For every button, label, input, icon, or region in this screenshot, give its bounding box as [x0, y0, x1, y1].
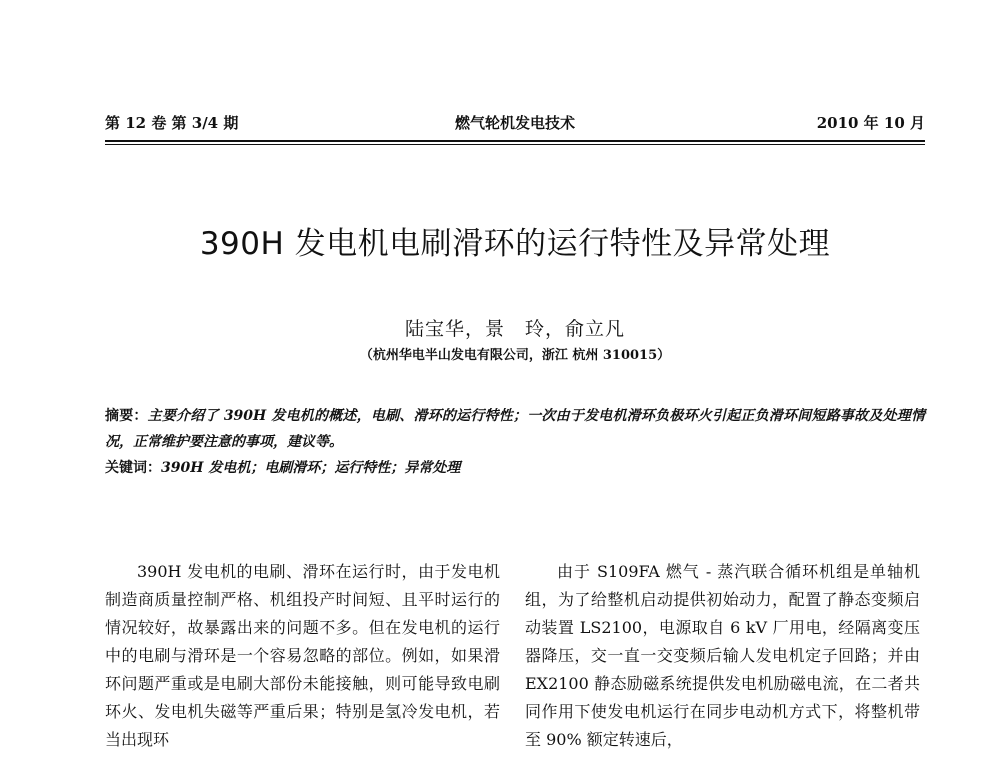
keywords — [105, 455, 925, 481]
header-rule-thick — [105, 140, 925, 142]
body-paragraph-right: 由于 S109FA 燃气 - 蒸汽联合循环机组是单轴机组，为了给整机启动提供初始动力，配置了静态变频启动装置 LS2100，电源取自 6 kV 厂用电，经隔离变压器降压，交一直一交变频后输人发电机定子回路；并由 EX2100 静态励磁系统提供发电机励磁电流，在二者共同作用下使发电机运行在同步电动机方式下，将整机带至 90% 额定转速后， — [525, 562, 920, 749]
volume-issue: 第 12 卷 第 3/4 期 — [105, 114, 239, 132]
body-column-left — [105, 558, 500, 754]
abstract-text: 主要介绍了 390H 发电机的概述，电刷、滑环的运行特性；一次由于发电机滑环负极环火引起正负滑环间短路事故及处理情况，正常维护要注意的事项，建议等。 — [105, 408, 926, 450]
running-header — [105, 112, 925, 136]
abstract — [105, 403, 925, 455]
affiliation: （杭州华电半山发电有限公司，浙江 杭州 310015） — [359, 348, 671, 363]
body-paragraph-left: 390H 发电机的电刷、滑环在运行时，由于发电机制造商质量控制严格、机组投产时间短、且平时运行的情况较好，故暴露出来的问题不多。但在发电机的运行中的电刷与滑环是一个容易忽略的部位。例如，如果滑环问题严重或是电刷大部份未能接触，则可能导致电刷环火、发电机失磁等严重后果；特别是氢冷发电机，若当出现环 — [105, 562, 500, 749]
publication-date: 2010 年 10 月 — [816, 114, 925, 132]
authors: 陆宝华，景 玲，俞立凡 — [404, 318, 625, 340]
header-rule-thin — [105, 144, 925, 145]
abstract-label: 摘要： — [105, 408, 148, 424]
body-column-right — [525, 558, 920, 754]
keywords-label: 关键词： — [105, 460, 161, 476]
paper-title: 390H 发电机电刷滑环的运行特性及异常处理 — [199, 226, 831, 262]
journal-name: 燃气轮机发电技术 — [454, 114, 575, 132]
keywords-text: 390H 发电机；电刷滑环；运行特性；异常处理 — [161, 460, 461, 476]
